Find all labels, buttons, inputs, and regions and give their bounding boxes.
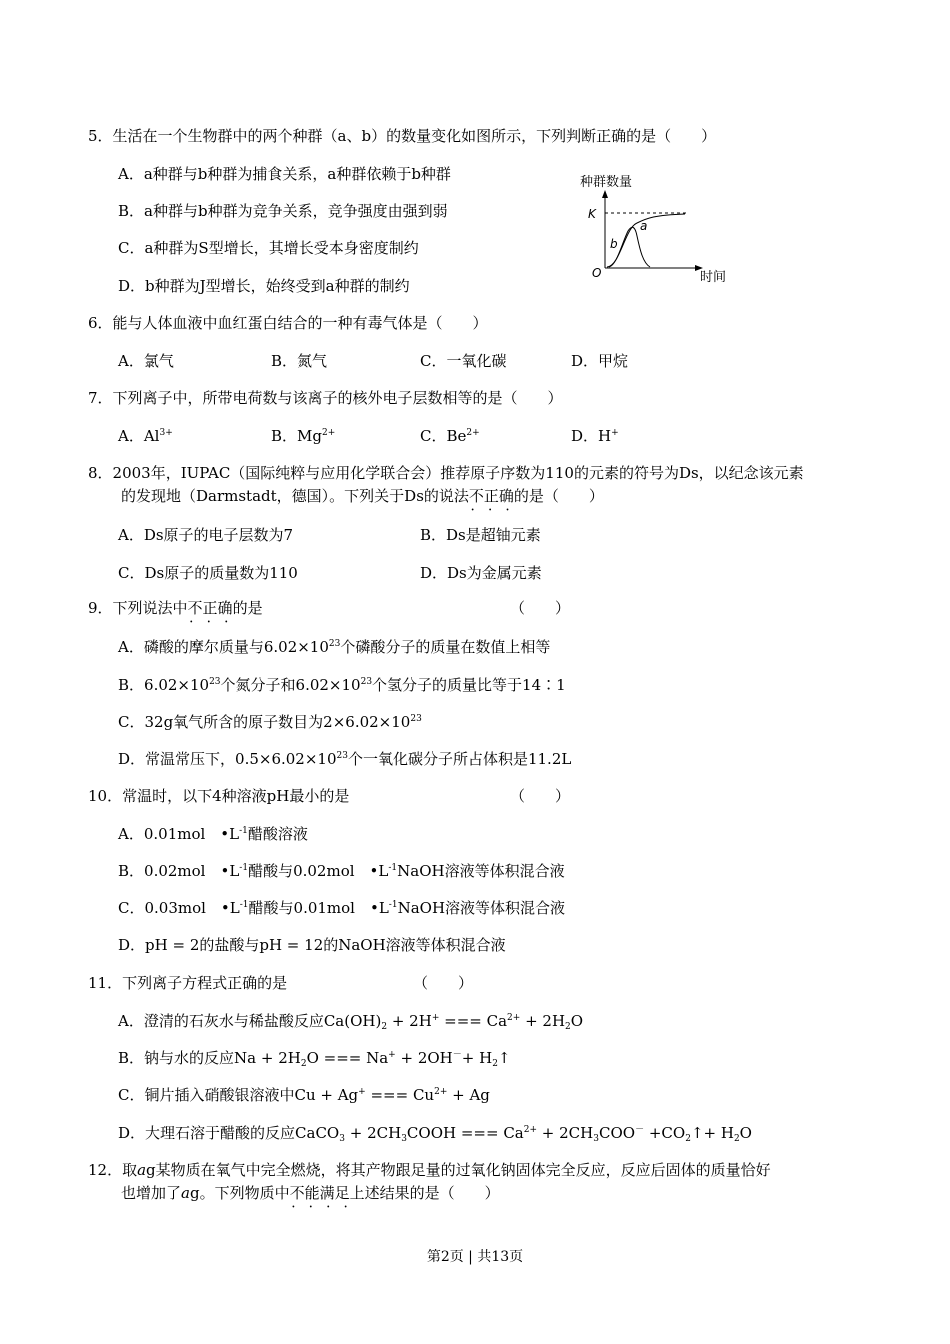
q5-option-b: B．a种群与b种群为竞争关系，竞争强度由强到弱 [118, 202, 448, 220]
q12-stem-line2: 也增加了ag。下列物质中不能满足 • • • •上述结果的是（ ） [121, 1183, 500, 1203]
q10-option-a: A．0.01mol $•L^{-1}$醋酸溶液 [118, 825, 308, 843]
q9-stem: 9．下列说法中不正确 • • •的是 [88, 598, 263, 618]
q5-option-a: A．a种群与b种群为捕食关系，a种群依赖于b种群 [118, 165, 451, 183]
q7-option-b: B．$Mg^{2+}$ [271, 427, 336, 445]
q11-option-b: B．钠与水的反应$Na + 2H_2O$ === $Na^+ + 2OH^-+ H_2↑$ [118, 1049, 511, 1069]
q7-option-a: A．$Al^{3+}$ [118, 427, 173, 445]
q9-option-b: B．$6.02\times 10^{23}$个氮分子和$6.02\times 10^{23}$个氢分子的质量比等于14∶1 [118, 676, 566, 694]
q6-option-d: D．甲烷 [571, 352, 629, 370]
curve-b-label: b [610, 237, 618, 251]
figure-y-arrow [602, 190, 608, 198]
q8-stem-line2: 的发现地（Darmstadt，德国）。下列关于Ds的说法不正确 • • •的是（ ） [121, 486, 604, 506]
population-growth-figure [575, 168, 735, 288]
q9-answer-paren: （ ） [510, 599, 571, 617]
figure-ylabel: 种群数量 [580, 175, 633, 190]
q8-option-c: C．Ds原子的质量数为110 [118, 564, 298, 582]
q11-answer-paren: （ ） [413, 974, 474, 992]
q8-option-a: A．Ds原子的电子层数为7 [118, 526, 294, 544]
q9-emphasis: 不正确 • • • [188, 599, 233, 617]
q10-option-d: D．pH = 2的盐酸与pH = 12的NaOH溶液等体积混合液 [118, 936, 506, 954]
figure-origin-label: O [592, 266, 602, 280]
q10-answer-paren: （ ） [510, 787, 571, 805]
q11-option-a: A．澄清的石灰水与稀盐酸反应$Ca(OH)_2 + 2H^+$ === $Ca^{2+} + 2H_2O$ [118, 1012, 584, 1032]
q8-stem-line1: 8．2003年，IUPAC（国际纯粹与应用化学联合会）推荐原子序数为110的元素的符号为Ds，以纪念该元素 [88, 464, 804, 482]
q12-stem-line1: 12．取ag某物质在氧气中完全燃烧，将其产物跟足量的过氧化钠固体完全反应，反应后固体的质量恰好 [88, 1161, 771, 1179]
q7-option-c: C．$Be^{2+}$ [420, 427, 480, 445]
q6-stem: 6．能与人体血液中血红蛋白结合的一种有毒气体是（ ） [88, 314, 488, 332]
q11-stem: 11．下列离子方程式正确的是 [88, 974, 288, 992]
q6-option-c: C．一氧化碳 [420, 352, 507, 370]
q12-emphasis: 不能满足 • • • • [290, 1184, 350, 1202]
q8-option-d: D．Ds为金属元素 [420, 564, 542, 582]
q6-option-b: B．氮气 [271, 352, 328, 370]
q11-option-c: C．铜片插入硝酸银溶液中Cu + Ag+ === $Cu^{2+} + Ag$ [118, 1086, 490, 1104]
q10-option-b: B．0.02mol $•L^{-1}$醋酸与0.02mol $•L^{-1}NaOH$溶液等体积混合液 [118, 862, 565, 880]
q8-emphasis: 不正确 • • • [469, 487, 514, 505]
q9-option-a: A．磷酸的摩尔质量与$6.02\times 10^{23}$个磷酸分子的质量在数值上相等 [118, 638, 551, 656]
figure-xlabel: 时间 [700, 270, 727, 285]
page-footer: 第2页 | 共13页 [426, 1249, 524, 1265]
q7-option-d: D．H+ [571, 427, 619, 445]
q6-option-a: A．氯气 [118, 352, 174, 370]
q10-stem: 10．常温时，以下4种溶液pH最小的是 [88, 787, 350, 805]
curve-a-label: a [640, 219, 648, 233]
q8-option-b: B．Ds是超铀元素 [420, 526, 541, 544]
q9-option-c: C．32g氧气所含的原子数目为$2\times 6.02\times 10^{23}$ [118, 713, 422, 731]
q5-option-c: C．a种群为S型增长，其增长受本身密度制约 [118, 239, 419, 257]
q5-option-d: D．b种群为J型增长，始终受到a种群的制约 [118, 277, 410, 295]
q7-stem: 7．下列离子中，所带电荷数与该离子的核外电子层数相等的是（ ） [88, 389, 563, 407]
q5-stem: 5．生活在一个生物群中的两个种群（a、b）的数量变化如图所示，下列判断正确的是（ ） [88, 127, 717, 145]
q10-option-c: C．0.03mol $•L^{-1}$醋酸与0.01mol $•L^{-1}NaOH$溶液等体积混合液 [118, 899, 566, 917]
figure-k-label: K [588, 207, 596, 221]
q9-option-d: D．常温常压下，$0.5\times 6.02\times 10^{23}$个一氧化碳分子所占体积是11.2L [118, 750, 572, 768]
q11-option-d: D．大理石溶于醋酸的反应CaCO$_3$ + $2CH_3COOH$ === $Ca^{2+} + 2CH_3COO^-$ $+CO_2↑+ H_2O$ [118, 1124, 752, 1144]
